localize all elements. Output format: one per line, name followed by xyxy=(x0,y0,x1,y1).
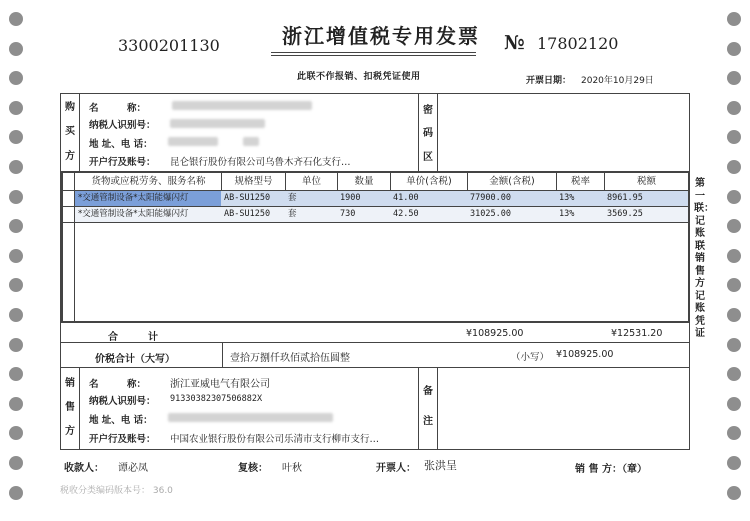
redacted-seller-address xyxy=(168,413,333,422)
item-spec[interactable]: AB-SU1250 xyxy=(224,209,271,219)
item-tax-rate[interactable]: 13% xyxy=(559,193,575,203)
buyer-section-label: 方 xyxy=(65,151,75,162)
perforation-hole xyxy=(9,456,23,470)
perforation-hole xyxy=(9,249,23,263)
item-name[interactable]: *交通管制设备*太阳能爆闪灯 xyxy=(78,193,189,203)
item-tax[interactable]: 3569.25 xyxy=(607,209,643,219)
item-amount[interactable]: 77900.00 xyxy=(470,193,511,203)
perforation-hole xyxy=(727,101,741,115)
seller-tax-id-label: 纳税人识别号： xyxy=(89,396,156,407)
buyer-section-label: 购 xyxy=(65,102,75,113)
item-quantity[interactable]: 1900 xyxy=(340,193,361,203)
invoice-number: 17802120 xyxy=(537,34,619,53)
perforation-hole xyxy=(9,426,23,440)
password-area-label: 密 xyxy=(423,105,433,116)
perforation-hole xyxy=(9,130,23,144)
buyer-bank-label: 开户行及账号： xyxy=(89,157,156,168)
perforation-hole xyxy=(727,426,741,440)
perforation-hole xyxy=(727,71,741,85)
drawer-label: 开票人： xyxy=(376,463,416,474)
perforation-hole xyxy=(9,101,23,115)
perforation-hole xyxy=(727,219,741,233)
grand-total-line xyxy=(60,367,690,368)
perforation-hole xyxy=(727,308,741,322)
redacted-buyer-address xyxy=(168,137,218,146)
grand-total-label: 价税合计（大写） xyxy=(95,354,175,365)
payee-label: 收款人： xyxy=(64,463,104,474)
perforation-hole xyxy=(9,367,23,381)
column-header-unit-price: 单价(含税) xyxy=(406,176,452,187)
drawer: 张洪呈 xyxy=(424,459,457,472)
column-line xyxy=(688,173,689,322)
item-unit[interactable]: 套 xyxy=(288,209,297,219)
seller-bank-value: 中国农业银行股份有限公司乐清市支行柳市支行… xyxy=(170,434,380,445)
column-header-name: 货物或应税劳务、服务名称 xyxy=(91,176,206,187)
perforation-hole xyxy=(9,338,23,352)
perforation-hole xyxy=(727,42,741,56)
perforation-hole xyxy=(727,338,741,352)
number-mark: № xyxy=(504,32,525,54)
grand-total-small-label: （小写） xyxy=(511,352,550,363)
copy-designation-note: 第一联：记账联 销售方记账凭证 xyxy=(694,178,715,339)
item-amount[interactable]: 31025.00 xyxy=(470,209,511,219)
invoice-code: 3300201130 xyxy=(118,36,220,55)
grand-total-uppercase: 壹拾万捌仟玖佰贰拾伍圆整 xyxy=(230,353,350,364)
redacted-buyer-phone xyxy=(243,137,259,146)
seller-address-label: 地 址、电 话： xyxy=(89,415,153,426)
perforation-hole xyxy=(727,367,741,381)
totals-label: 合 计 xyxy=(108,332,158,343)
item-unit-price[interactable]: 41.00 xyxy=(393,193,419,203)
divider xyxy=(418,367,419,450)
divider xyxy=(79,93,80,171)
password-area-label: 区 xyxy=(423,152,433,163)
item-tax[interactable]: 8961.95 xyxy=(607,193,643,203)
buyer-address-label: 地 址、电 话： xyxy=(89,139,153,150)
perforation-hole xyxy=(9,278,23,292)
perforation-hole xyxy=(727,130,741,144)
perforation-hole xyxy=(727,456,741,470)
item-tax-rate[interactable]: 13% xyxy=(559,209,575,219)
perforation-hole xyxy=(727,249,741,263)
perforation-hole xyxy=(9,12,23,26)
remarks-label: 备 xyxy=(423,386,433,397)
buyer-tax-id-label: 纳税人识别号： xyxy=(89,120,156,131)
title-underline xyxy=(271,52,476,53)
password-area-label: 码 xyxy=(423,128,433,139)
perforation-hole xyxy=(9,190,23,204)
perforation-hole xyxy=(9,308,23,322)
totals-amount: ¥108925.00 xyxy=(466,328,524,339)
perforation-hole xyxy=(9,219,23,233)
perforation-hole xyxy=(727,278,741,292)
item-name[interactable]: *交通管制设备*太阳能爆闪灯 xyxy=(78,209,189,219)
perforation-hole xyxy=(727,397,741,411)
perforation-hole xyxy=(727,12,741,26)
item-unit-price[interactable]: 42.50 xyxy=(393,209,419,219)
seller-name-value: 浙江亚威电气有限公司 xyxy=(170,379,270,390)
buyer-section-label: 买 xyxy=(65,126,75,137)
invoice-title: 浙江增值税专用发票 xyxy=(282,24,480,48)
seller-section-label: 售 xyxy=(65,402,75,413)
row-line xyxy=(62,222,689,223)
divider xyxy=(418,93,419,171)
divider xyxy=(437,93,438,171)
divider xyxy=(437,367,438,450)
usage-notice: 此联不作报销、扣税凭证使用 xyxy=(297,72,421,82)
item-unit[interactable]: 套 xyxy=(288,193,297,203)
redacted-buyer-name xyxy=(172,101,312,110)
tax-code-version: 税收分类编码版本号： 36.0 xyxy=(60,486,173,496)
perforation-hole xyxy=(9,397,23,411)
title-underline-2 xyxy=(271,55,476,56)
buyer-bank-value: 昆仑银行股份有限公司乌鲁木齐石化支行… xyxy=(170,157,351,168)
perforation-hole xyxy=(9,42,23,56)
grand-total-small-value: ¥108925.00 xyxy=(556,349,614,360)
divider xyxy=(79,367,80,450)
column-header-unit: 单位 xyxy=(301,176,321,187)
remarks-label: 注 xyxy=(423,416,433,427)
reviewer-label: 复核： xyxy=(238,463,268,474)
payee: 谭必凤 xyxy=(118,463,148,474)
perforation-hole xyxy=(9,71,23,85)
seller-seal-label: 销 售 方：（章） xyxy=(575,464,647,475)
perforation-hole xyxy=(9,486,23,500)
column-header-tax-rate: 税率 xyxy=(570,176,590,187)
column-header-amount: 金额(含税) xyxy=(489,176,535,187)
item-spec[interactable]: AB-SU1250 xyxy=(224,193,271,203)
totals-tax: ¥12531.20 xyxy=(611,328,663,339)
issue-date-label: 开票日期： xyxy=(526,76,572,86)
perforation-hole xyxy=(727,486,741,500)
column-header-quantity: 数量 xyxy=(354,176,374,187)
perforation-hole xyxy=(727,160,741,174)
column-header-tax: 税额 xyxy=(636,176,656,187)
seller-name-label: 名 称： xyxy=(89,379,147,390)
seller-tax-id-value: 91330382307506882X xyxy=(170,394,263,404)
redacted-buyer-tax-id xyxy=(170,119,265,128)
seller-bank-label: 开户行及账号： xyxy=(89,434,156,445)
reviewer: 叶秋 xyxy=(282,463,302,474)
divider xyxy=(222,342,223,367)
seller-section-label: 方 xyxy=(65,426,75,437)
seller-section-label: 销 xyxy=(65,378,75,389)
perforation-hole xyxy=(727,190,741,204)
item-quantity[interactable]: 730 xyxy=(340,209,356,219)
buyer-name-label: 名 称： xyxy=(89,103,147,114)
column-header-spec: 规格型号 xyxy=(234,176,273,187)
perforation-hole xyxy=(9,160,23,174)
issue-date: 2020年10月29日 xyxy=(581,76,654,86)
